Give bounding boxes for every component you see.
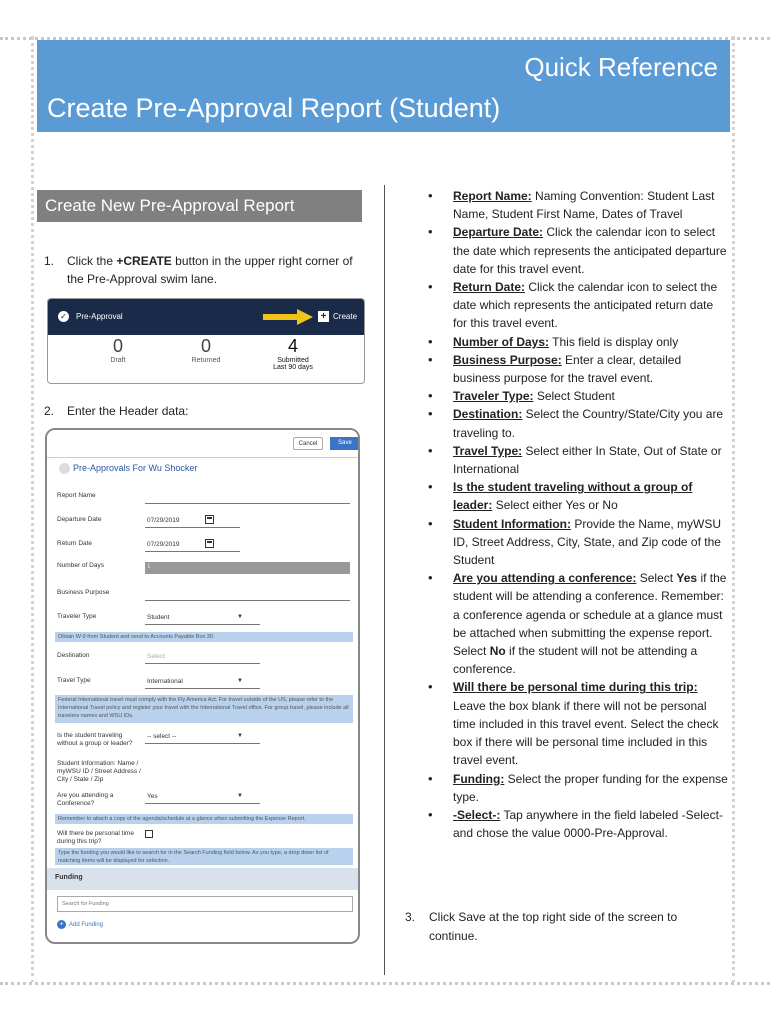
field-return-date[interactable]: Return Date 07/29/2019 xyxy=(57,538,352,558)
list-item: • Return Date: Click the calendar icon to select the date which represents the anticipated return date for this travel event. xyxy=(428,278,728,333)
number-of-days-display: 1 xyxy=(145,562,350,574)
cancel-button[interactable]: Cancel xyxy=(293,437,323,450)
form-toolbar xyxy=(47,430,358,458)
chevron-down-icon[interactable]: ▼ xyxy=(237,793,243,799)
checkmark-icon xyxy=(59,463,70,474)
quick-reference-label: Quick Reference xyxy=(524,52,718,82)
field-travel-type[interactable]: Travel Type International ▼ xyxy=(57,675,352,695)
chevron-down-icon[interactable]: ▼ xyxy=(237,733,243,739)
list-item: • -Select-: Tap anywhere in the field labeled -Select- and chose the value 0000-Pre-Approval. xyxy=(428,806,728,842)
field-report-name[interactable]: Report Name xyxy=(57,490,352,510)
list-item: • Are you attending a conference: Select Yes if the student will be attending a conference. Remember: a conference agenda or schedule at a glance must be attached when submitting the expense report. Select No if the student will not be attending a conference. xyxy=(428,569,728,678)
chevron-down-icon[interactable]: ▼ xyxy=(237,614,243,620)
step-text: Click the +CREATE button in the upper right corner of the Pre-Approval swim lane. xyxy=(67,254,353,286)
torn-edge-left xyxy=(0,36,34,984)
field-departure-date[interactable]: Departure Date 07/29/2019 xyxy=(57,514,352,534)
field-instructions-list xyxy=(428,187,728,842)
step-text: Click Save at the top right side of the screen to continue. xyxy=(429,910,678,943)
list-item: • Destination: Select the Country/State/City you are traveling to. xyxy=(428,405,728,441)
step-1 xyxy=(44,252,364,292)
plus-icon[interactable]: + xyxy=(318,311,329,322)
column-divider xyxy=(384,185,385,975)
torn-edge-right xyxy=(732,36,770,984)
stat-submitted[interactable]: 4 Submitted Last 90 days xyxy=(273,336,313,371)
create-button[interactable]: Create xyxy=(333,312,358,321)
torn-edge-bottom xyxy=(0,982,770,1024)
travel-type-select[interactable]: International xyxy=(145,677,260,689)
funding-header: Funding xyxy=(47,868,358,890)
torn-edge-top xyxy=(0,0,770,40)
traveler-type-select[interactable]: Student xyxy=(145,613,260,625)
list-item: • Departure Date: Click the calendar icon to select the date which represents the anticipated departure date for this travel event. xyxy=(428,223,728,278)
plus-icon: + xyxy=(57,920,66,929)
pointer-arrow-icon xyxy=(263,309,313,325)
form-note-agenda: Remember to attach a copy of the agenda/schedule at a glance when submitting the Expense Report. xyxy=(55,814,353,824)
destination-select[interactable]: Select xyxy=(145,652,260,664)
report-name-input[interactable] xyxy=(145,492,350,504)
list-item: • Student Information: Provide the Name, myWSU ID, Street Address, City, State, and Zip code of the Student xyxy=(428,515,728,570)
field-business-purpose[interactable]: Business Purpose xyxy=(57,587,352,607)
form-note-international: Federal International travel must comply with the Fly America Act. For travel outside of the US, please refer to the International Travel policy and register your travel with the International Travel office. For group travel, please include all travelers names and WSU IDs. xyxy=(55,695,353,723)
business-purpose-input[interactable] xyxy=(145,589,350,601)
list-item: • Travel Type: Select either In State, Out of State or International xyxy=(428,442,728,478)
personal-time-checkbox[interactable] xyxy=(145,830,153,838)
list-item: • Business Purpose: Enter a clear, detailed business purpose for the travel event. xyxy=(428,351,728,387)
list-item: • Traveler Type: Select Student xyxy=(428,387,728,405)
form-title: Pre-Approvals For Wu Shocker xyxy=(59,463,197,474)
field-group-leader[interactable]: Is the student traveling without a group or leader? -- select -- ▼ xyxy=(57,730,352,752)
field-student-information[interactable]: Student Information: Name / myWSU ID / Street Address / City / State / Zip xyxy=(57,760,141,783)
field-personal-time[interactable]: Will there be personal time during this trip? xyxy=(57,828,352,846)
step-number: 3. xyxy=(405,910,416,924)
departure-date-input[interactable]: 07/29/2019 xyxy=(145,516,240,528)
list-item: • Report Name: Naming Convention: Student Last Name, Student First Name, Dates of Travel xyxy=(428,187,728,223)
stat-draft[interactable]: 0 Draft xyxy=(110,336,126,364)
field-number-of-days: Number of Days 1 xyxy=(57,560,352,580)
save-button[interactable]: Save xyxy=(330,437,360,450)
chevron-down-icon[interactable]: ▼ xyxy=(237,678,243,684)
step-2 xyxy=(44,402,364,422)
form-note-funding: Type the funding you would like to search for in the Search Funding field below. As you type, a drop down list of matching items will be displayed for selection. xyxy=(55,848,353,865)
calendar-icon[interactable] xyxy=(205,515,214,524)
header-banner xyxy=(37,40,730,132)
stat-returned[interactable]: 0 Returned xyxy=(191,336,221,364)
step-number: 1. xyxy=(44,254,55,268)
step-number: 2. xyxy=(44,404,55,418)
field-destination[interactable]: Destination Select xyxy=(57,650,352,670)
list-item: • Is the student traveling without a group of leader: Select either Yes or No xyxy=(428,478,728,514)
swimlane-label: Pre-Approval xyxy=(76,312,123,321)
calendar-icon[interactable] xyxy=(205,539,214,548)
list-item: • Funding: Select the proper funding for the expense type. xyxy=(428,770,728,806)
conference-select[interactable]: Yes xyxy=(145,792,260,804)
header-form-screenshot xyxy=(45,428,360,944)
step-text: Enter the Header data: xyxy=(67,404,189,418)
list-item: • Will there be personal time during this trip: Leave the box blank if there will not be personal time included in this travel event. Select the check box if there will be personal time included in this travel event. xyxy=(428,678,728,769)
pre-approval-swimlane xyxy=(47,298,365,384)
swimlane-header xyxy=(48,299,364,335)
field-traveler-type[interactable]: Traveler Type Student ▼ xyxy=(57,611,352,631)
add-funding-button[interactable]: + Add Funding xyxy=(57,920,103,929)
funding-search-input[interactable]: Search for Funding xyxy=(57,896,353,912)
group-leader-select[interactable]: -- select -- xyxy=(145,732,260,744)
page-title: Create Pre-Approval Report (Student) xyxy=(47,93,501,123)
return-date-input[interactable]: 07/29/2019 xyxy=(145,540,240,552)
form-note-w9: Obtain W-9 from Student and send to Accounts Payable Box 30. xyxy=(55,632,353,642)
list-item: • Number of Days: This field is display only xyxy=(428,333,728,351)
check-circle-icon: ✓ xyxy=(58,311,69,322)
field-conference[interactable]: Are you attending a Conference? Yes ▼ xyxy=(57,790,352,812)
section-title: Create New Pre-Approval Report xyxy=(37,190,362,222)
